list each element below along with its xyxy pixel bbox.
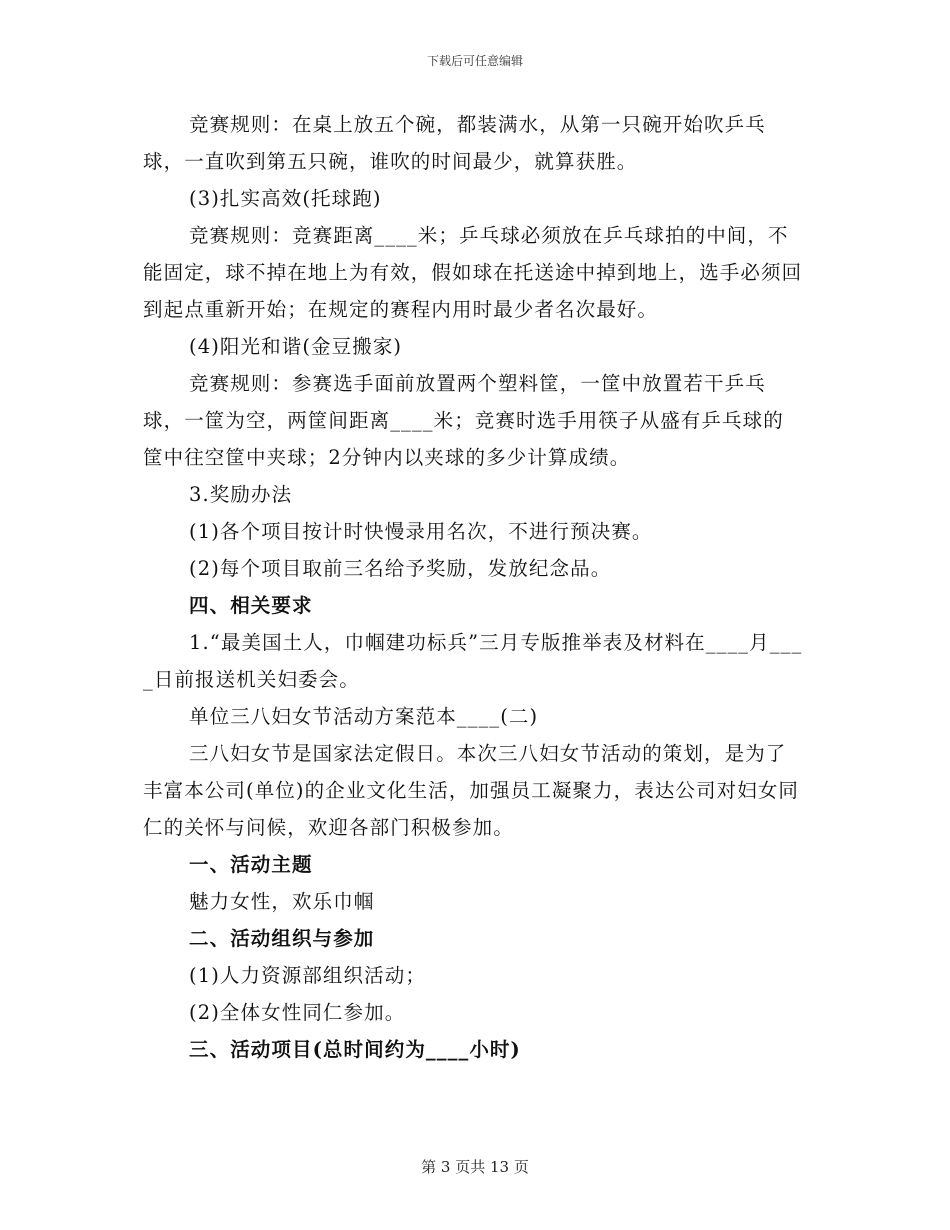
paragraph-reward-2: (2)每个项目取前三名给予奖励，发放纪念品。 [189,557,612,580]
section-heading-organization: 二、活动组织与参加 [189,927,375,950]
paragraph-rule-blow-ball: 竞赛规则：在桌上放五个碗，都装满水，从第一只碗开始吹乒乓球，一直吹到第五只碗，谁吹的时间最少，就算获胜。 [143,113,766,173]
paragraph-reward-heading: 3.奖励办法 [189,483,293,506]
paragraph-organization-1: (1)人力资源部组织活动； [189,964,426,987]
paragraph-item-4-heading: (4)阳光和谐(金豆搬家) [189,335,403,358]
paragraph-plan-title-2: 单位三八妇女节活动方案范本____(二) [189,705,539,728]
section-heading-requirements: 四、相关要求 [189,594,313,617]
paragraph-reward-1: (1)各个项目按计时快慢录用名次，不进行预决赛。 [189,520,653,543]
page-header: 下载后可任意编辑 [426,54,523,68]
paragraph-item-3-heading: (3)扎实高效(托球跑) [189,187,382,210]
paragraph-organization-2: (2)全体女性同仁参加。 [189,1001,406,1024]
paragraph-rule-carry-ball: 竞赛规则：竞赛距离____米；乒乓球必须放在乒乓球拍的中间，不能固定，球不掉在地上为有效，假如球在托送途中掉到地上，选手必须回到起点重新开始；在规定的赛程内用时最少者名次最好。 [143,224,803,321]
page-footer: 第 3 页共 13 页 [421,1158,529,1176]
section-heading-activities: 三、活动项目(总时间约为____小时) [189,1038,521,1061]
paragraph-rule-move-beans: 竞赛规则：参赛选手面前放置两个塑料筐，一筐中放置若干乒乓球，一筐为空，两筐间距离____米；竞赛时选手用筷子从盛有乒乓球的筐中往空筐中夹球；2分钟内以夹球的多少计算成绩。 [143,372,784,469]
section-heading-theme: 一、活动主题 [189,853,313,876]
paragraph-theme: 魅力女性，欢乐巾帼 [189,890,375,913]
paragraph-plan-intro: 三八妇女节是国家法定假日。本次三八妇女节活动的策划，是为了丰富本公司(单位)的企业文化生活，加强员工凝聚力，表达公司对妇女同仁的关怀与问候，欢迎各部门积极参加。 [143,742,800,839]
document-body [143,106,803,1068]
paragraph-requirement-1: 1.“最美国土人，巾帼建功标兵”三月专版推举表及材料在____月____日前报送机关妇委会。 [143,631,803,691]
